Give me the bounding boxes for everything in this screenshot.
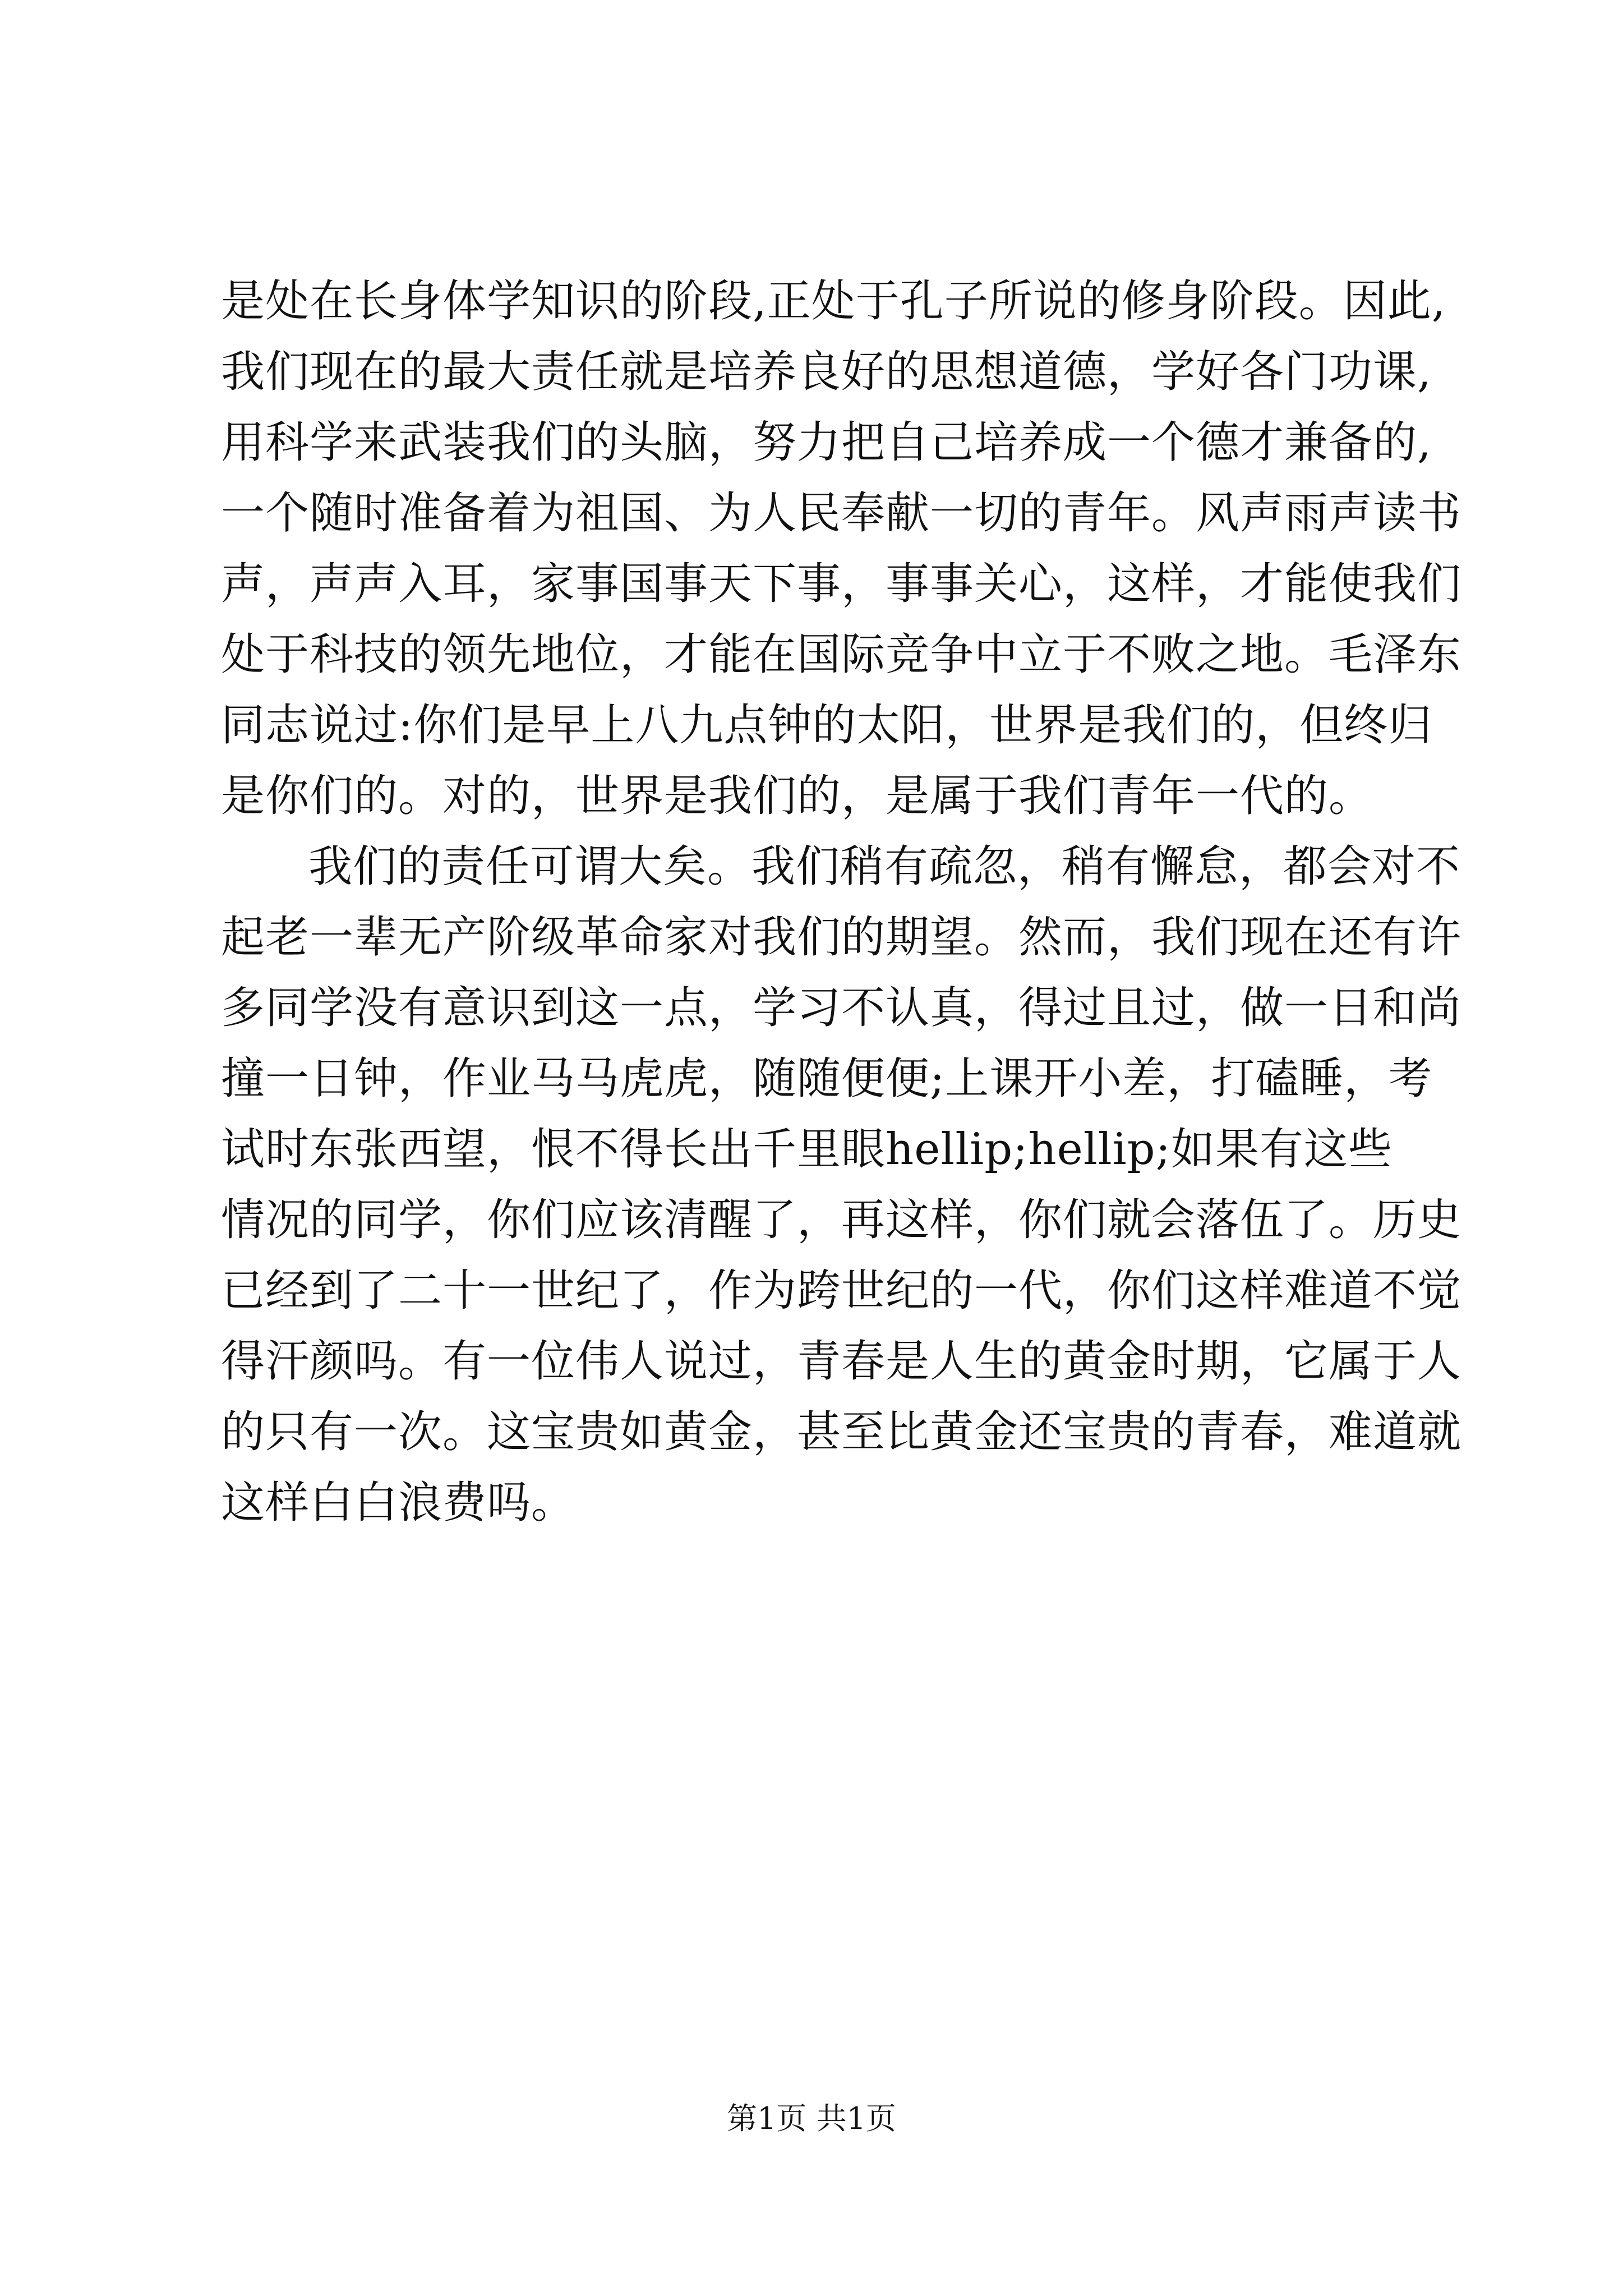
document-body xyxy=(221,266,1462,1538)
text-line: 声，声声入耳，家事国事天下事，事事关心，这样，才能使我们 xyxy=(221,559,1462,609)
text-line: 起老一辈无产阶级革命家对我们的期望。然而，我们现在还有许 xyxy=(221,912,1462,963)
text-line: 撞一日钟，作业马马虎虎，随随便便;上课开小差，打磕睡，考 xyxy=(221,1053,1433,1104)
text-line: 是你们的。对的，世界是我们的，是属于我们青年一代的。 xyxy=(221,771,1373,821)
text-line: 多同学没有意识到这一点，学习不认真，得过且过，做一日和尚 xyxy=(221,983,1462,1033)
text-line: 这样白白浪费吗。 xyxy=(221,1478,576,1528)
page-footer: 第1页 共1页 xyxy=(727,2101,896,2136)
text-line: 一个随时准备着为祖国、为人民奉献一切的青年。风声雨声读书 xyxy=(221,488,1462,539)
text-line: 的只有一次。这宝贵如黄金，甚至比黄金还宝贵的青春，难道就 xyxy=(221,1407,1462,1457)
text-line: 处于科技的领先地位，才能在国际竞争中立于不败之地。毛泽东 xyxy=(221,629,1462,680)
text-line: 我们现在的最大责任就是培养良好的思想道德，学好各门功课, xyxy=(221,347,1432,397)
text-line: 是处在长身体学知识的阶段,正处于孔子所说的修身阶段。因此, xyxy=(221,276,1446,326)
text-line: 用科学来武装我们的头脑，努力把自己培养成一个德才兼备的, xyxy=(221,417,1432,468)
text-line: 试时东张西望，恨不得长出千里眼hellip;hellip;如果有这些 xyxy=(221,1124,1393,1175)
text-line: 已经到了二十一世纪了，作为跨世纪的一代，你们这样难道不觉 xyxy=(221,1266,1462,1316)
paragraph-1 xyxy=(221,266,1462,831)
text-line: 情况的同学，你们应该清醒了，再这样，你们就会落伍了。历史 xyxy=(221,1195,1462,1245)
paragraph-2 xyxy=(221,831,1462,1538)
text-line: 得汗颜吗。有一位伟人说过，青春是人生的黄金时期，它属于人 xyxy=(221,1336,1462,1387)
text-line: 同志说过:你们是早上八九点钟的太阳，世界是我们的，但终归 xyxy=(221,700,1433,751)
text-line: 我们的责任可谓大矣。我们稍有疏忽，稍有懈怠，都会对不 xyxy=(308,841,1461,892)
